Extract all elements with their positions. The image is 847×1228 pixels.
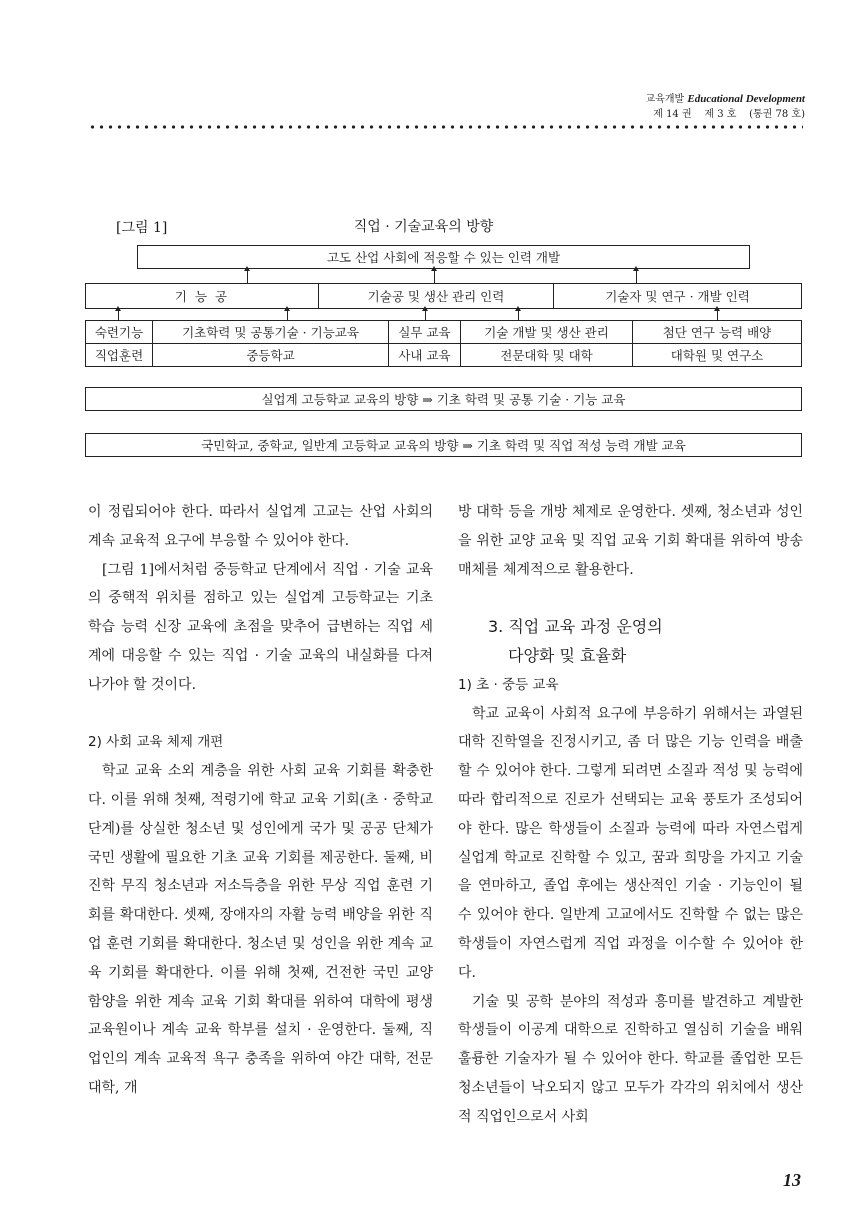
subheading: 1) 초 · 중등 교육 xyxy=(458,676,559,693)
paragraph: 학교 교육 소외 계층을 위한 사회 교육 기회를 확충한다. 이를 위해 첫째, 적령기에 학교 교육 기회(초 · 중학교 단계)를 상실한 청소년 및 성인에게 국가 및 공공 단체가 국민 생활에 필요한 기초 교육 기회를 제공한다. 둘째, 비진학 무직 청소년과 저소득층을 위한 무상 직업 훈련 기회를 확대한다. 셋째, 장애자의 자활 능력 배양을 위한 직업 훈련 기회를 확대한다. 청소년 및 성인을 위한 계속 교육 기회를 확대한다. 이를 위해 첫째, 건전한 국민 교양 함양을 위한 계속 교육 기회 확대를 위하여 대학에 평생 교육원이나 계속 교육 학부를 설치 · 운영한다. 둘째, 직업인의 계속 교육적 욕구 충족을 위하여 야간 대학, 전문 대학, 개 xyxy=(88,763,433,1096)
edu-development: 기술 개발 및 생산 관리 xyxy=(460,320,633,344)
total-issue: (통권 78 호) xyxy=(749,109,805,120)
paragraph: 기술 및 공학 분야의 적성과 흥미를 발견하고 계발한 학생들이 이공계 대학으로 진학하고 열심히 기술을 배워 훌륭한 기술자가 될 수 있어야 한다. 학교를 졸업한 모든 청소년들이 낙오되지 않고 모두가 각각의 위치에서 생산적 직업인으로서 사회 xyxy=(458,993,803,1125)
section-title-cont: 다양화 및 효율화 xyxy=(508,645,627,665)
paragraph: 학교 교육이 사회적 요구에 부응하기 위해서는 과열된 대학 진학열을 진정시키고, 좀 더 많은 기능 인력을 배출할 수 있어야 한다. 그렇게 되려면 소질과 적성 및 능력에 따라 합리적으로 진로가 선택되는 교육 풍토가 조성되어야 한다. 많은 학생들이 소질과 능력에 따라 자연스럽게 실업계 학교로 진학할 수 있고, 꿈과 희망을 가지고 기술을 연마하고, 졸업 후에는 생산적인 기술 · 기능인이 될 수 있어야 한다. 일반계 고교에서도 진학할 수 없는 많은 학생들이 자연스럽게 직업 과정을 이수할 수 있어야 한다. xyxy=(458,705,803,981)
left-column xyxy=(88,498,433,1103)
paragraph: 방 대학 등을 개방 체제로 운영한다. 셋째, 청소년과 성인을 위한 교양 교육 및 직업 교육 기회 확대를 위하여 방송 매체를 체계적으로 활용한다. xyxy=(458,504,803,578)
level-technician: 기술공 및 생산 관리 인력 xyxy=(318,283,554,309)
edu-basic: 기초학력 및 공통기술 · 기능교육 xyxy=(152,320,389,344)
running-header xyxy=(646,92,805,122)
general-schools-box: 국민학교, 중학교, 일반계 고등학교 교육의 방향 ⇒ 기초 학력 및 직업 적성 능력 개발 교육 xyxy=(85,433,802,457)
figure-title: 직업 · 기술교육의 방향 xyxy=(353,219,494,235)
section-title: 3. 직업 교육 과정 운영의 xyxy=(488,617,663,637)
journal-name-ko: 교육개발 xyxy=(645,94,685,105)
inst-graduate: 대학원 및 연구소 xyxy=(632,343,802,367)
dotted-rule xyxy=(88,124,803,130)
arrow-up xyxy=(636,270,637,284)
inst-secondary: 중등학교 xyxy=(152,343,389,367)
edu-skill: 숙련기능 xyxy=(85,320,153,344)
edu-practical: 실무 교육 xyxy=(388,320,461,344)
levels-row xyxy=(85,283,802,309)
institution-row xyxy=(85,343,802,367)
arrow-up xyxy=(434,270,435,284)
top-goal-box: 고도 산업 사회에 적응할 수 있는 인력 개발 xyxy=(137,245,750,269)
edu-research: 첨단 연구 능력 배양 xyxy=(632,320,802,344)
arrow-up xyxy=(247,270,248,284)
journal-name-en: Educational Development xyxy=(687,93,805,105)
subheading: 2) 사회 교육 체제 개편 xyxy=(88,734,224,751)
level-skilled: 기 능 공 xyxy=(85,283,319,309)
inst-inhouse: 사내 교육 xyxy=(388,343,461,367)
issue: 제 3 호 xyxy=(704,109,737,120)
inst-training: 직업훈련 xyxy=(85,343,153,367)
level-engineer: 기술자 및 연구 · 개발 인력 xyxy=(553,283,802,309)
volume: 제 14 권 xyxy=(653,109,692,120)
paragraph: [그림 1]에서처럼 중등학교 단계에서 직업 · 기술 교육의 중핵적 위치를 점하고 있는 실업계 고등학교는 기초 학습 능력 신장 교육에 초점을 맞추어 급변하는 직업 세계에 대응할 수 있는 직업 · 기술 교육의 내실화를 다져 나가야 할 것이다. xyxy=(88,561,433,693)
right-column xyxy=(458,498,803,1132)
figure-label: [그림 1] xyxy=(116,220,168,236)
paragraph: 이 정립되어야 한다. 따라서 실업계 고교는 산업 사회의 계속 교육적 요구에 부응할 수 있어야 한다. xyxy=(88,504,433,549)
education-row xyxy=(85,320,802,344)
vocational-hs-box: 실업계 고등학교 교육의 방향 ⇒ 기초 학력 및 공통 기술 · 기능 교육 xyxy=(85,387,802,411)
page-number: 13 xyxy=(783,1170,801,1190)
inst-college: 전문대학 및 대학 xyxy=(460,343,633,367)
